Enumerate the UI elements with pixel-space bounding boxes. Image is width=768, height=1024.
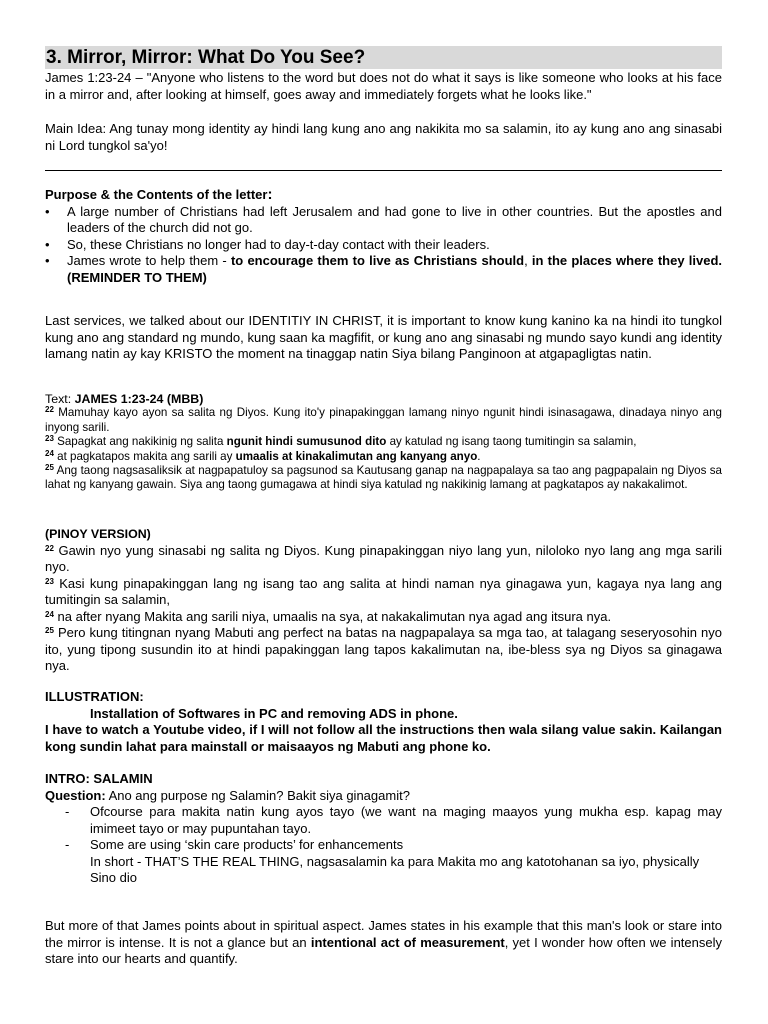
purpose-section [45, 187, 722, 286]
list-item: • A large number of Christians had left Jerusalem and had gone to live in other countries. But the apostles and leaders of the church did not go. [45, 203, 722, 235]
sino-dio-text: Sino dio [90, 870, 137, 885]
verse-22: $^{22}$ Mamuhay kayo ayon sa salita ng Diyos. Kung ito'y pinapakinggan lamang ninyo ngunit hindi isinasagawa, dinadaya ninyo ang inyong sarili. [45, 405, 722, 434]
illustration-line: Installation of Softwares in PC and removing ADS in phone. [90, 705, 458, 721]
dash-icon: - [65, 837, 70, 852]
list-item: • So, these Christians no longer had to day-t-day contact with their leaders. [45, 236, 490, 252]
bullet-icon: • [45, 203, 50, 219]
bullet-icon: • [45, 253, 50, 268]
text-mbb-section [45, 392, 722, 493]
dash-icon: - [65, 804, 70, 819]
question-line: Question: Ano ang purpose ng Salamin? Bakit siya ginagamit? [45, 787, 410, 803]
closing-paragraph: But more of that James points about in spiritual aspect. James states in his example that this man's look or stare into the mirror is intense. It is not a glance but an intentional act of measurement, yet I wonder how often we intensely stare into our hearts and quantify. [45, 918, 722, 966]
verse-25: $^{25}$ Ang taong nagsasaliksik at nagpapatuloy sa pagsunod sa Kautusang ganap na nagpapalaya sa tao ang pagpapalain ng Diyos sa lahat ng kanyang gawain. Siya ang taong gumagawa at hindi siya katulad ng nakikinig lamang at pagkatapos ay nakakalimot. [45, 463, 722, 492]
illustration-text: I have to watch a Youtube video, if I will not follow all the instructions then wala silang value sakin. Kailangan kong sundin lahat para mainstall or maisaayos ng Mabuti ang phone ko. [45, 722, 722, 754]
verse-24: $^{24}$ na after nyang Makita ang sarili niya, umaalis na sya, at nakakalimutan nya agad ang itsura nya. [45, 608, 612, 624]
list-item: • James wrote to help them - to encourage them to live as Christians should, in the places where they lived. (REMINDER TO THEM) [45, 253, 722, 285]
purpose-heading: Purpose & the Contents of the letter: [45, 186, 273, 203]
divider [45, 170, 722, 171]
verse-24: $^{24}$ at pagkatapos makita ang sarili ay umaalis at kinakalimutan ang kanyang anyo. [45, 448, 481, 463]
purpose-list [45, 204, 722, 287]
intro-verse: James 1:23-24 – "Anyone who listens to the word but does not do what it says is like someone who looks at his face in a mirror and, after looking at himself, goes away and immediately forgets what he looks like." [45, 70, 722, 102]
illustration-heading: ILLUSTRATION: [45, 689, 144, 704]
verse-22: $^{22}$ Gawin nyo yung sinasabi ng salita ng Diyos. Kung pinapakinggan niyo lang yun, niloloko nyo lang ang mga sarili nyo. [45, 542, 722, 574]
text-mbb-heading: Text: JAMES 1:23-24 (MBB) [45, 392, 204, 406]
in-short-text: In short - THAT’S THE REAL THING, nagsasalamin ka para Makita mo ang katotohanan sa iyo, physically [90, 853, 700, 869]
intro-list [45, 804, 722, 854]
bullet-icon: • [45, 236, 50, 252]
pinoy-version-section [45, 526, 722, 675]
list-item: - Some are using ‘skin care products’ for enhancements [65, 837, 404, 852]
intro-salamin-section [45, 771, 722, 887]
verse-23: $^{23}$ Sapagkat ang nakikinig ng salita ngunit hindi sumusunod dito ay katulad ng isang taong tumitingin sa salamin, [45, 434, 637, 449]
last-services-paragraph: Last services, we talked about our IDENTITIY IN CHRIST, it is important to know kung kanino ka na hindi ito tungkol kung ano ang standard ng mundo, kung saan ka magfifit, or kung ano ang sinasabi ng mundo sayo kundi ang identity lamang natin ay kay KRISTO the moment na tinaggap natin Siya bilang Panginoon at atgapagligtas natin. [45, 313, 722, 361]
pinoy-heading: (PINOY VERSION) [45, 527, 151, 541]
main-idea: Main Idea: Ang tunay mong identity ay hindi lang kung ano ang nakikita mo sa salamin, ito ay kung ano ang sinasabi ni Lord tungkol sa'yo! [45, 121, 722, 153]
section-title: 3. Mirror, Mirror: What Do You See? [45, 46, 722, 69]
intro-heading: INTRO: SALAMIN [45, 771, 153, 786]
list-item: - Ofcourse para makita natin kung ayos tayo (we want na maging maayos yung mukha esp. kapag may imimeet tayo or may pupuntahan tayo. [65, 804, 722, 836]
verse-23: $^{23}$ Kasi kung pinapakinggan lang ng isang tao ang salita at hindi naman nya ginagawa yun, kagaya nya lang ang tumitingin sa salamin, [45, 575, 722, 607]
illustration-section [45, 689, 722, 755]
verse-25: $^{25}$ Pero kung titingnan nyang Mabuti ang perfect na batas na nagpapalaya sa mga tao, at talagang seseryosohin nyo ito, yung tipong susundin ito at hindi papakinggan lang tapos kakalimutan na, ibe-bless sya ng Diyos sa ginagawa nya. [45, 625, 722, 673]
